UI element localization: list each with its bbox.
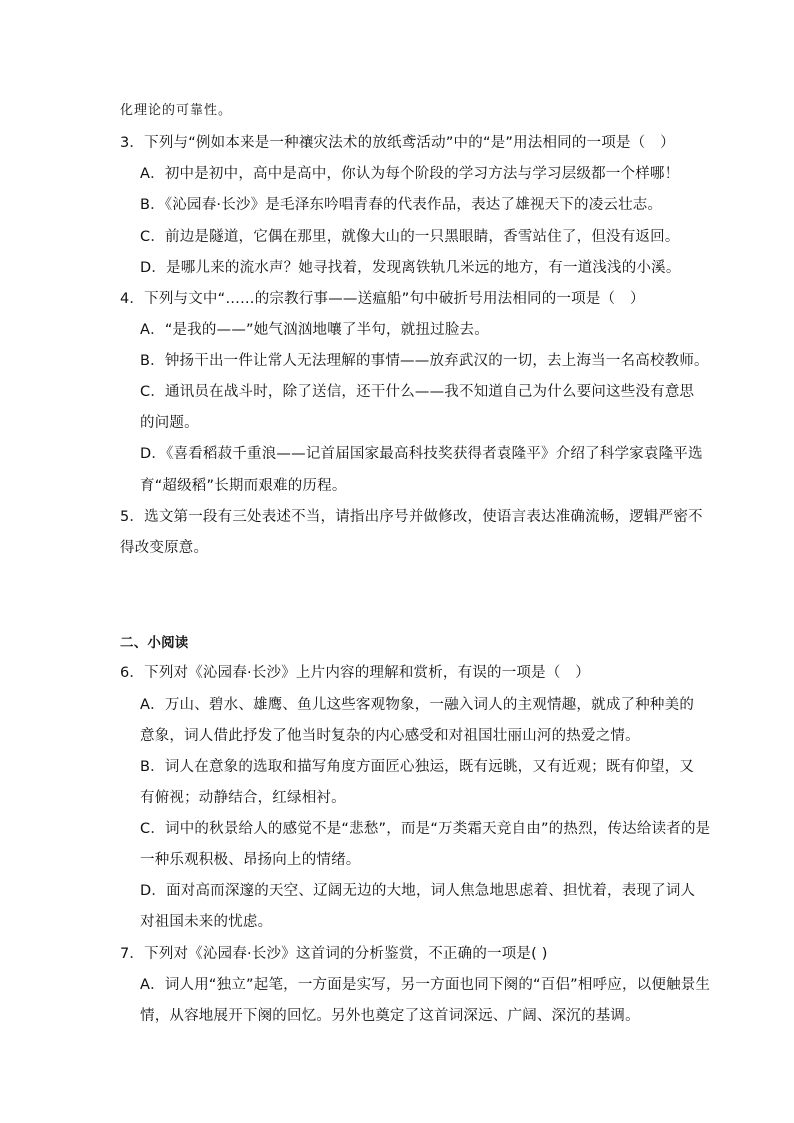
q6-option-c-line1: C．词中的秋景给人的感觉不是“悲愁”，而是“万类霜天竞自由”的热烈，传达给读者的是 [140, 821, 711, 837]
q4-stem: 4．下列与文中“……的宗教行事——送瘟船”句中破折号用法相同的一项是（ ） [120, 291, 645, 307]
q4-option-d-line1: D．《喜看稻菽千重浪——记首届国家最高科技奖获得者袁隆平》介绍了科学家袁隆平选 [140, 446, 703, 462]
q6-option-a-line2: 意象，词人借此抒发了他当时复杂的内心感受和对祖国壮丽山河的热爱之情。 [140, 728, 640, 744]
top-fragment: 化理论的可靠性。 [120, 103, 233, 118]
q6-option-d-line2: 对祖国未来的忧虑。 [140, 914, 273, 930]
q6-option-a-line1: A．万山、碧水、雄鹰、鱼儿这些客观物象，一融入词人的主观情趣，就成了种种美的 [140, 697, 695, 713]
q6-option-b-line1: B．词人在意象的选取和描写角度方面匠心独运，既有远眺，又有近观；既有仰望，又 [140, 759, 695, 775]
q7-option-a-line2: 情，从容地展开下阕的回忆。另外也奠定了这首词深远、广阔、深沉的基调。 [140, 1008, 640, 1024]
q6-stem: 6．下列对《沁园春·长沙》上片内容的理解和赏析，有误的一项是（ ） [120, 665, 590, 681]
q6-option-c-line2: 一种乐观积极、昂扬向上的情绪。 [140, 852, 361, 868]
q4-option-c-line2: 的问题。 [140, 415, 199, 431]
q4-option-a: A．“是我的——”她气汹汹地嚷了半句，就扭过脸去。 [140, 322, 489, 338]
q6-option-d-line1: D．面对高而深邃的天空、辽阔无边的大地，词人焦急地思虑着、担忧着，表现了词人 [140, 883, 696, 899]
q3-option-a: A．初中是初中，高中是高中，你认为每个阶段的学习方法与学习层级都一个样哪！ [140, 166, 680, 182]
q7-option-a-line1: A．词人用“独立”起笔，一方面是实写，另一方面也同下阕的“百侣”相呼应，以便触景生 [140, 977, 711, 993]
q3-option-b: B．《沁园春·长沙》是毛泽东吟唱青春的代表作品，表达了雄视天下的凌云壮志。 [140, 197, 663, 213]
q4-option-d-line2: 育“超级稻”长期而艰难的历程。 [140, 478, 347, 494]
q5-line2: 得改变原意。 [120, 540, 209, 556]
q7-stem: 7．下列对《沁园春·长沙》这首词的分析鉴赏，不正确的一项是( ) [120, 946, 548, 962]
q3-option-d: D．是哪儿来的流水声？她寻找着，发现离铁轨几米远的地方，有一道浅浅的小溪。 [140, 260, 681, 276]
q3-option-c: C．前边是隧道，它偶在那里，就像大山的一只黑眼睛，香雪站住了，但没有返回。 [140, 229, 680, 245]
q3-stem: 3．下列与“例如本来是一种禳灾法术的放纸鸢活动”中的“是”用法相同的一项是（ ） [120, 135, 675, 151]
q5-line1: 5．选文第一段有三处表述不当，请指出序号并做修改，使语言表达准确流畅，逻辑严密不 [120, 509, 703, 525]
section-heading: 二、小阅读 [120, 635, 189, 651]
q4-option-b: B．钟扬干出一件让常人无法理解的事情——放弃武汉的一切，去上海当一名高校教师。 [140, 353, 709, 369]
q6-option-b-line2: 有俯视；动静结合，红绿相衬。 [140, 790, 346, 806]
q4-option-c-line1: C．通讯员在战斗时，除了送信，还干什么——我不知道自己为什么要问这些没有意思 [140, 384, 695, 400]
